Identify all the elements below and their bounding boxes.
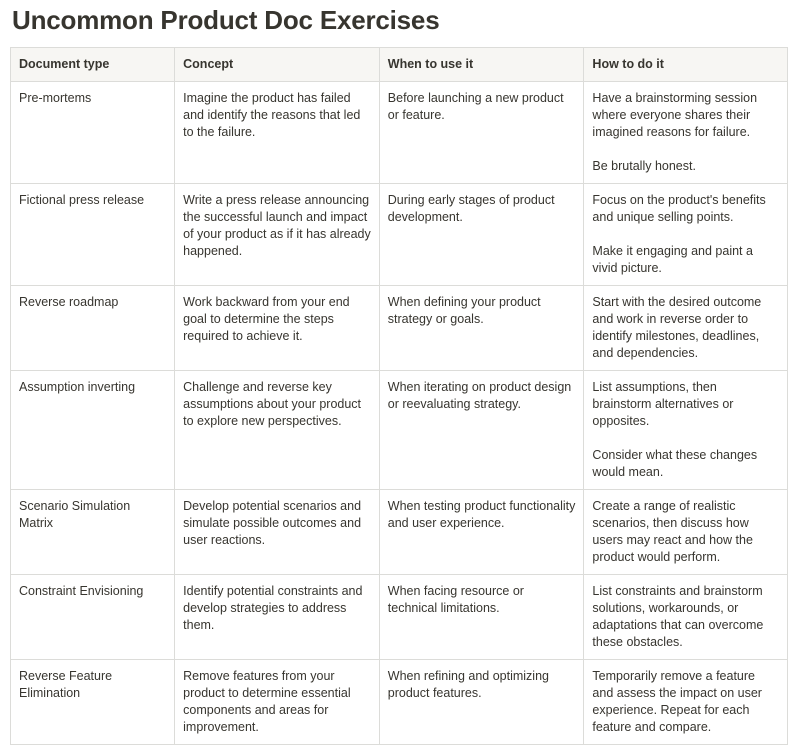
how-paragraph: Consider what these changes would mean.	[592, 448, 758, 479]
table-row	[11, 82, 788, 184]
cell-concept: Work backward from your end goal to determine the steps required to achieve it.	[175, 286, 380, 371]
cell-how-to-do	[584, 184, 788, 286]
table-row	[11, 660, 788, 745]
column-header-when-to-use: When to use it	[379, 48, 584, 82]
table-row	[11, 184, 788, 286]
cell-concept: Imagine the product has failed and identify the reasons that led to the failure.	[175, 82, 380, 184]
cell-document-type: Constraint Envisioning	[11, 575, 175, 660]
cell-concept: Identify potential constraints and develop strategies to address them.	[175, 575, 380, 660]
table-header-row	[11, 48, 788, 82]
cell-when-to-use: When defining your product strategy or goals.	[379, 286, 584, 371]
cell-concept: Remove features from your product to determine essential components and areas for improvement.	[175, 660, 380, 745]
cell-how-to-do	[584, 490, 788, 575]
how-paragraph: Focus on the product's benefits and unique selling points.	[592, 193, 766, 224]
cell-how-to-do	[584, 371, 788, 490]
table-row	[11, 490, 788, 575]
how-paragraph: Temporarily remove a feature and assess the impact on user experience. Repeat for each feature and compare.	[592, 669, 762, 734]
cell-when-to-use: When facing resource or technical limitations.	[379, 575, 584, 660]
cell-document-type: Fictional press release	[11, 184, 175, 286]
cell-how-to-do	[584, 575, 788, 660]
column-header-document-type: Document type	[11, 48, 175, 82]
cell-how-to-do	[584, 82, 788, 184]
cell-concept: Develop potential scenarios and simulate possible outcomes and user reactions.	[175, 490, 380, 575]
table-row	[11, 575, 788, 660]
cell-concept: Challenge and reverse key assumptions about your product to explore new perspectives.	[175, 371, 380, 490]
cell-how-to-do	[584, 660, 788, 745]
product-doc-exercises-table	[10, 47, 788, 745]
cell-when-to-use: When refining and optimizing product features.	[379, 660, 584, 745]
cell-when-to-use: When testing product functionality and user experience.	[379, 490, 584, 575]
cell-document-type: Assumption inverting	[11, 371, 175, 490]
cell-document-type: Pre-mortems	[11, 82, 175, 184]
cell-document-type: Reverse Feature Elimination	[11, 660, 175, 745]
how-paragraph: Be brutally honest.	[592, 159, 696, 173]
cell-document-type: Reverse roadmap	[11, 286, 175, 371]
column-header-how-to-do: How to do it	[584, 48, 788, 82]
table-row	[11, 286, 788, 371]
column-header-concept: Concept	[175, 48, 380, 82]
how-paragraph: Start with the desired outcome and work in reverse order to identify milestones, deadlines, and dependencies.	[592, 295, 762, 360]
cell-when-to-use: Before launching a new product or feature.	[379, 82, 584, 184]
how-paragraph: Make it engaging and paint a vivid picture.	[592, 244, 753, 275]
cell-when-to-use: When iterating on product design or reevaluating strategy.	[379, 371, 584, 490]
how-paragraph: Create a range of realistic scenarios, then discuss how users may react and how the product would perform.	[592, 499, 753, 564]
how-paragraph: List assumptions, then brainstorm alternatives or opposites.	[592, 380, 734, 428]
how-paragraph: List constraints and brainstorm solutions, workarounds, or adaptations that can overcome these obstacles.	[592, 584, 764, 649]
cell-document-type: Scenario Simulation Matrix	[11, 490, 175, 575]
table-row	[11, 371, 788, 490]
how-paragraph: Have a brainstorming session where everyone shares their imagined reasons for failure.	[592, 91, 758, 139]
page-title: Uncommon Product Doc Exercises	[12, 5, 440, 35]
cell-how-to-do	[584, 286, 788, 371]
cell-concept: Write a press release announcing the successful launch and impact of your product as if it has already happened.	[175, 184, 380, 286]
cell-when-to-use: During early stages of product development.	[379, 184, 584, 286]
